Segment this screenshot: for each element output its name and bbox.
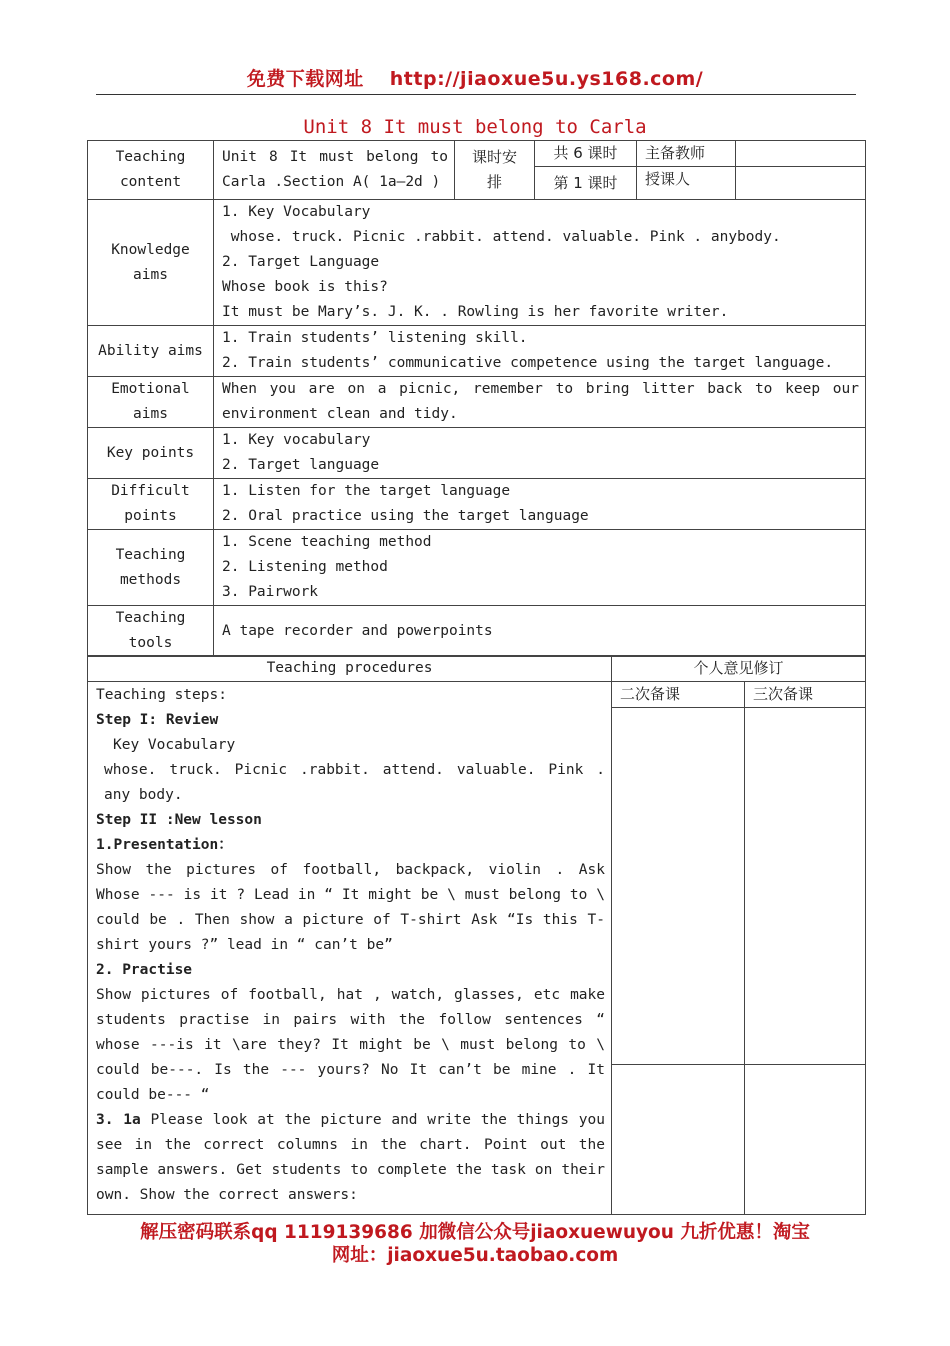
third-prep-label: 三次备课 [745, 682, 866, 708]
knowledge-line: whose. truck. Picnic .rabbit. attend. valuable. Pink . anybody. [222, 229, 781, 245]
knowledge-line: Whose book is this? [222, 279, 388, 295]
teacher-value [736, 167, 866, 200]
difficult-point-line: 1. Listen for the target language [222, 483, 511, 499]
method-line: 2. Listening method [222, 559, 388, 575]
teaching-steps-label: Teaching steps: [96, 687, 227, 703]
presentation-title: 1.Presentation： [96, 837, 233, 853]
emotional-aims-label: Emotional aims [88, 377, 214, 428]
difficult-points-label: Difficult points [88, 479, 214, 530]
ability-line: 1. Train students’ listening skill. [222, 330, 528, 346]
key-points-label: Key points [88, 428, 214, 479]
ability-line: 2. Train students’ communicative competence using the target language. [222, 355, 834, 371]
teacher-label: 授课人 [637, 167, 736, 200]
practise-text: Show pictures of football, hat , watch, glasses, etc make students practise in pairs with the follow sentences “ whose ---is it \are they? It might be \ must belong to \ could be---. Is the --- yours? No It can’t be mine . It could be--- “ [96, 987, 605, 1103]
third-prep-notes-1 [745, 708, 866, 1065]
procedures-content [88, 682, 612, 1215]
second-prep-notes-1 [612, 708, 745, 1065]
footer-shop-link[interactable]: 网址：jiaoxue5u.taobao.com [331, 1245, 619, 1266]
step1-title: Step I: Review [96, 712, 219, 728]
knowledge-line: 1. Key Vocabulary [222, 204, 371, 220]
method-line: 1. Scene teaching method [222, 534, 432, 550]
footer-contact: 解压密码联系qq 1119139686 加微信公众号jiaoxuewuyou 九折优惠！淘宝 [140, 1222, 810, 1243]
activity-1a-text: Please look at the picture and write the things you see in the correct columns in the chart. Point out the sample answers. Get students to complete the task on their own. Show the correct answers: [96, 1112, 605, 1203]
knowledge-aims-label: Knowledge aims [88, 200, 214, 326]
download-banner [0, 64, 950, 91]
ability-aims-label: Ability aims [88, 326, 214, 377]
emotional-aims-content: When you are on a picnic, remember to bring litter back to keep our environment clean and tidy. [214, 377, 866, 428]
knowledge-aims-content [214, 200, 866, 326]
header-rule [96, 94, 856, 95]
second-prep-notes-2 [612, 1065, 745, 1215]
teaching-tools-content: A tape recorder and powerpoints [214, 606, 866, 657]
knowledge-line: It must be Mary’s. J. K. . Rowling is her favorite writer. [222, 304, 729, 320]
third-prep-notes-2 [745, 1065, 866, 1215]
presentation-text: Show the pictures of football, backpack, violin . Ask Whose --- is it ? Lead in “ It might be \ must belong to \ could be . Then show a picture of T-shirt Ask “Is this T-shirt yours ?” lead in “ can’t be” [96, 862, 605, 953]
step1-subtitle: Key Vocabulary [113, 737, 236, 753]
teaching-methods-label: Teaching methods [88, 530, 214, 606]
footer-banner [0, 1221, 950, 1267]
teaching-content-value: Unit 8 It must belong to Carla .Section A( 1a—2d ) [214, 141, 455, 200]
key-point-line: 1. Key vocabulary [222, 432, 371, 448]
teaching-content-label: Teaching content [88, 141, 214, 200]
key-points-content [214, 428, 866, 479]
procedures-table [87, 655, 866, 1215]
download-url-link[interactable]: http://jiaoxue5u.ys168.com/ [389, 68, 704, 90]
knowledge-line: 2. Target Language [222, 254, 380, 270]
lead-teacher-label: 主备教师 [637, 141, 736, 167]
difficult-points-content [214, 479, 866, 530]
current-lesson: 第 1 课时 [535, 167, 637, 200]
schedule-label: 课时安排 [455, 141, 535, 200]
step1-words: whose. truck. Picnic .rabbit. attend. valuable. Pink . any body. [104, 762, 605, 803]
activity-1a-number: 3. 1a [96, 1112, 141, 1128]
step2-title: Step II :New lesson [96, 812, 262, 828]
key-point-line: 2. Target language [222, 457, 380, 473]
download-label: 免费下载网址 [246, 68, 364, 90]
total-lessons: 共 6 课时 [535, 141, 637, 167]
second-prep-label: 二次备课 [612, 682, 745, 708]
method-line: 3. Pairwork [222, 584, 319, 600]
lesson-info-table [87, 140, 866, 657]
difficult-point-line: 2. Oral practice using the target language [222, 508, 589, 524]
procedures-header: Teaching procedures [88, 656, 612, 682]
ability-aims-content [214, 326, 866, 377]
teaching-methods-content [214, 530, 866, 606]
revision-header: 个人意见修订 [612, 656, 866, 682]
teaching-tools-label: Teaching tools [88, 606, 214, 657]
document-title: Unit 8 It must belong to Carla [303, 116, 647, 138]
practise-title: 2. Practise [96, 962, 193, 978]
lead-teacher-value [736, 141, 866, 167]
